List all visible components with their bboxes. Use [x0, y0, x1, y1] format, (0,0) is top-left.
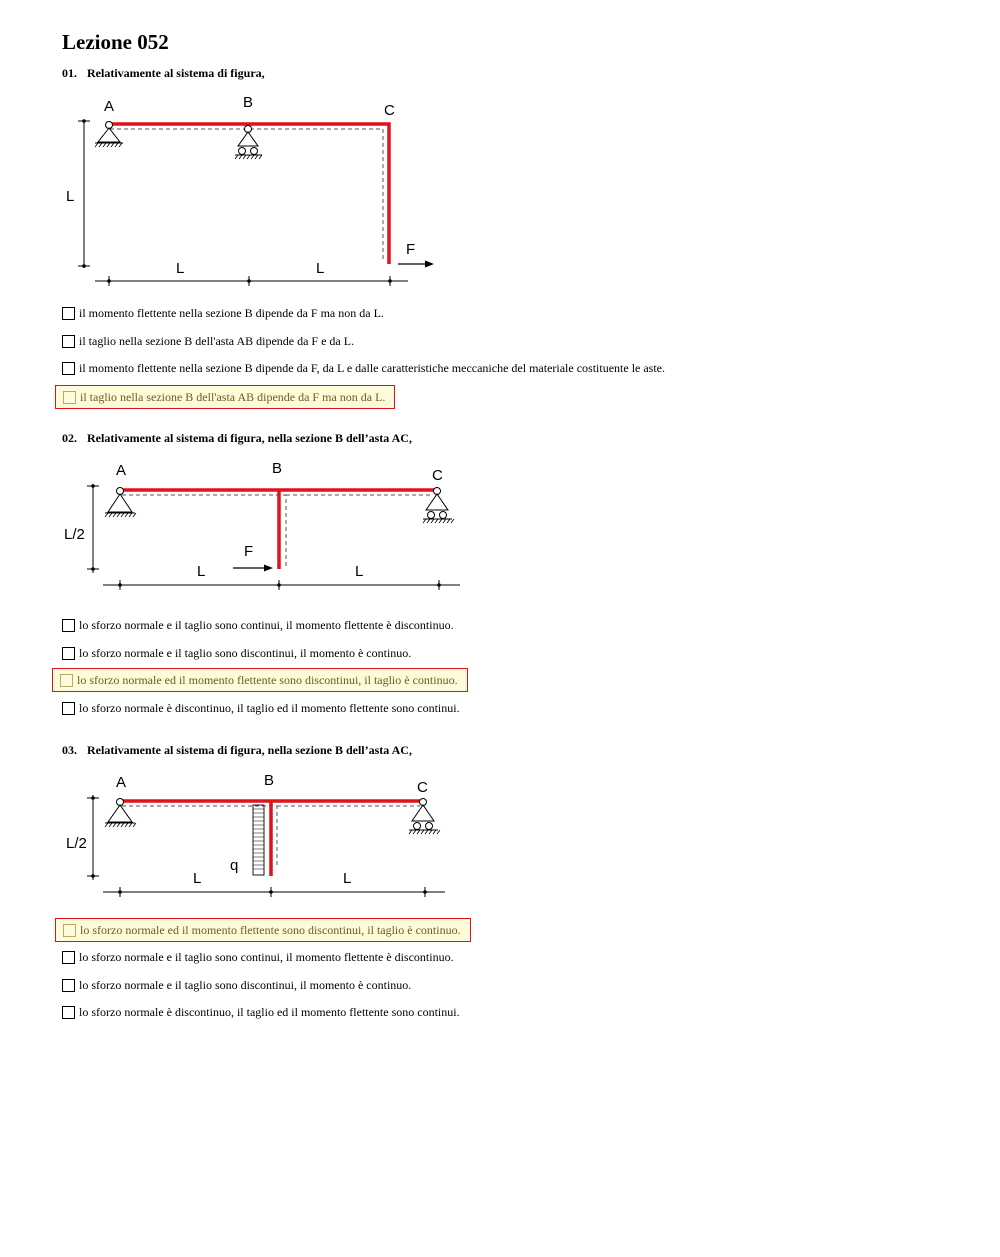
option-text: il momento flettente nella sezione B dipende da F ma non da L. [79, 306, 384, 320]
label-height: L/2 [64, 526, 85, 543]
option-text: lo sforzo normale e il taglio sono discontinui, il momento è continuo. [79, 978, 412, 992]
checkbox[interactable] [62, 1006, 75, 1019]
option-text: lo sforzo normale e il taglio sono continui, il momento flettente è discontinuo. [79, 950, 454, 964]
label-span-2: L [316, 260, 325, 277]
label-height: L [66, 188, 75, 205]
label-span-2: L [355, 563, 364, 580]
question-number: 02. [62, 431, 77, 445]
question-number: 01. [62, 66, 77, 80]
label-span-1: L [193, 870, 202, 887]
option-text: il taglio nella sezione B dell'asta AB dipende da F ma non da L. [80, 390, 386, 404]
option-text: lo sforzo normale e il taglio sono continui, il momento flettente è discontinuo. [79, 618, 454, 632]
option-text: lo sforzo normale è discontinuo, il taglio ed il momento flettente sono continui. [79, 701, 460, 715]
question-text: Relativamente al sistema di figura, nella sezione B dell’asta AC, [87, 431, 412, 445]
label-c: C [384, 102, 395, 119]
figure-3 [0, 0, 470, 910]
label-c: C [432, 467, 443, 484]
label-force: F [244, 543, 254, 560]
label-b: B [243, 94, 254, 111]
label-a: A [104, 98, 115, 115]
label-c: C [417, 779, 428, 796]
page-title: Lezione 052 [62, 30, 169, 54]
pin-support-a [105, 799, 136, 828]
option-text: lo sforzo normale ed il momento flettente sono discontinui, il taglio è continuo. [77, 673, 458, 687]
label-a: A [116, 774, 127, 791]
answer-option-correct[interactable] [55, 918, 471, 942]
label-b: B [264, 772, 275, 789]
option-text: il momento flettente nella sezione B dipende da F, da L e dalle caratteristiche meccaniche del materiale costituente le aste. [79, 361, 666, 375]
option-text: lo sforzo normale ed il momento flettente sono discontinui, il taglio è continuo. [80, 923, 461, 937]
label-b: B [272, 460, 283, 477]
question-text: Relativamente al sistema di figura, nella sezione B dell’asta AC, [87, 743, 412, 757]
option-text: il taglio nella sezione B dell'asta AB dipende da F e da L. [79, 334, 355, 348]
answer-option[interactable] [62, 949, 454, 965]
roller-support-c [409, 799, 440, 835]
checkbox[interactable] [63, 924, 76, 937]
answer-option[interactable] [62, 977, 411, 993]
option-text: lo sforzo normale è discontinuo, il taglio ed il momento flettente sono continui. [79, 1005, 460, 1019]
distributed-load [253, 805, 264, 875]
label-span-1: L [176, 260, 185, 277]
label-height: L/2 [66, 835, 87, 852]
label-a: A [116, 462, 127, 479]
option-text: lo sforzo normale e il taglio sono discontinui, il momento è continuo. [79, 646, 412, 660]
checkbox[interactable] [62, 951, 75, 964]
checkbox[interactable] [62, 979, 75, 992]
label-span-2: L [343, 870, 352, 887]
question-number: 03. [62, 743, 77, 757]
label-force: F [406, 241, 416, 258]
label-load: q [230, 857, 239, 874]
label-span-1: L [197, 563, 206, 580]
answer-option[interactable] [62, 1004, 460, 1020]
question-text: Relativamente al sistema di figura, [87, 66, 265, 80]
